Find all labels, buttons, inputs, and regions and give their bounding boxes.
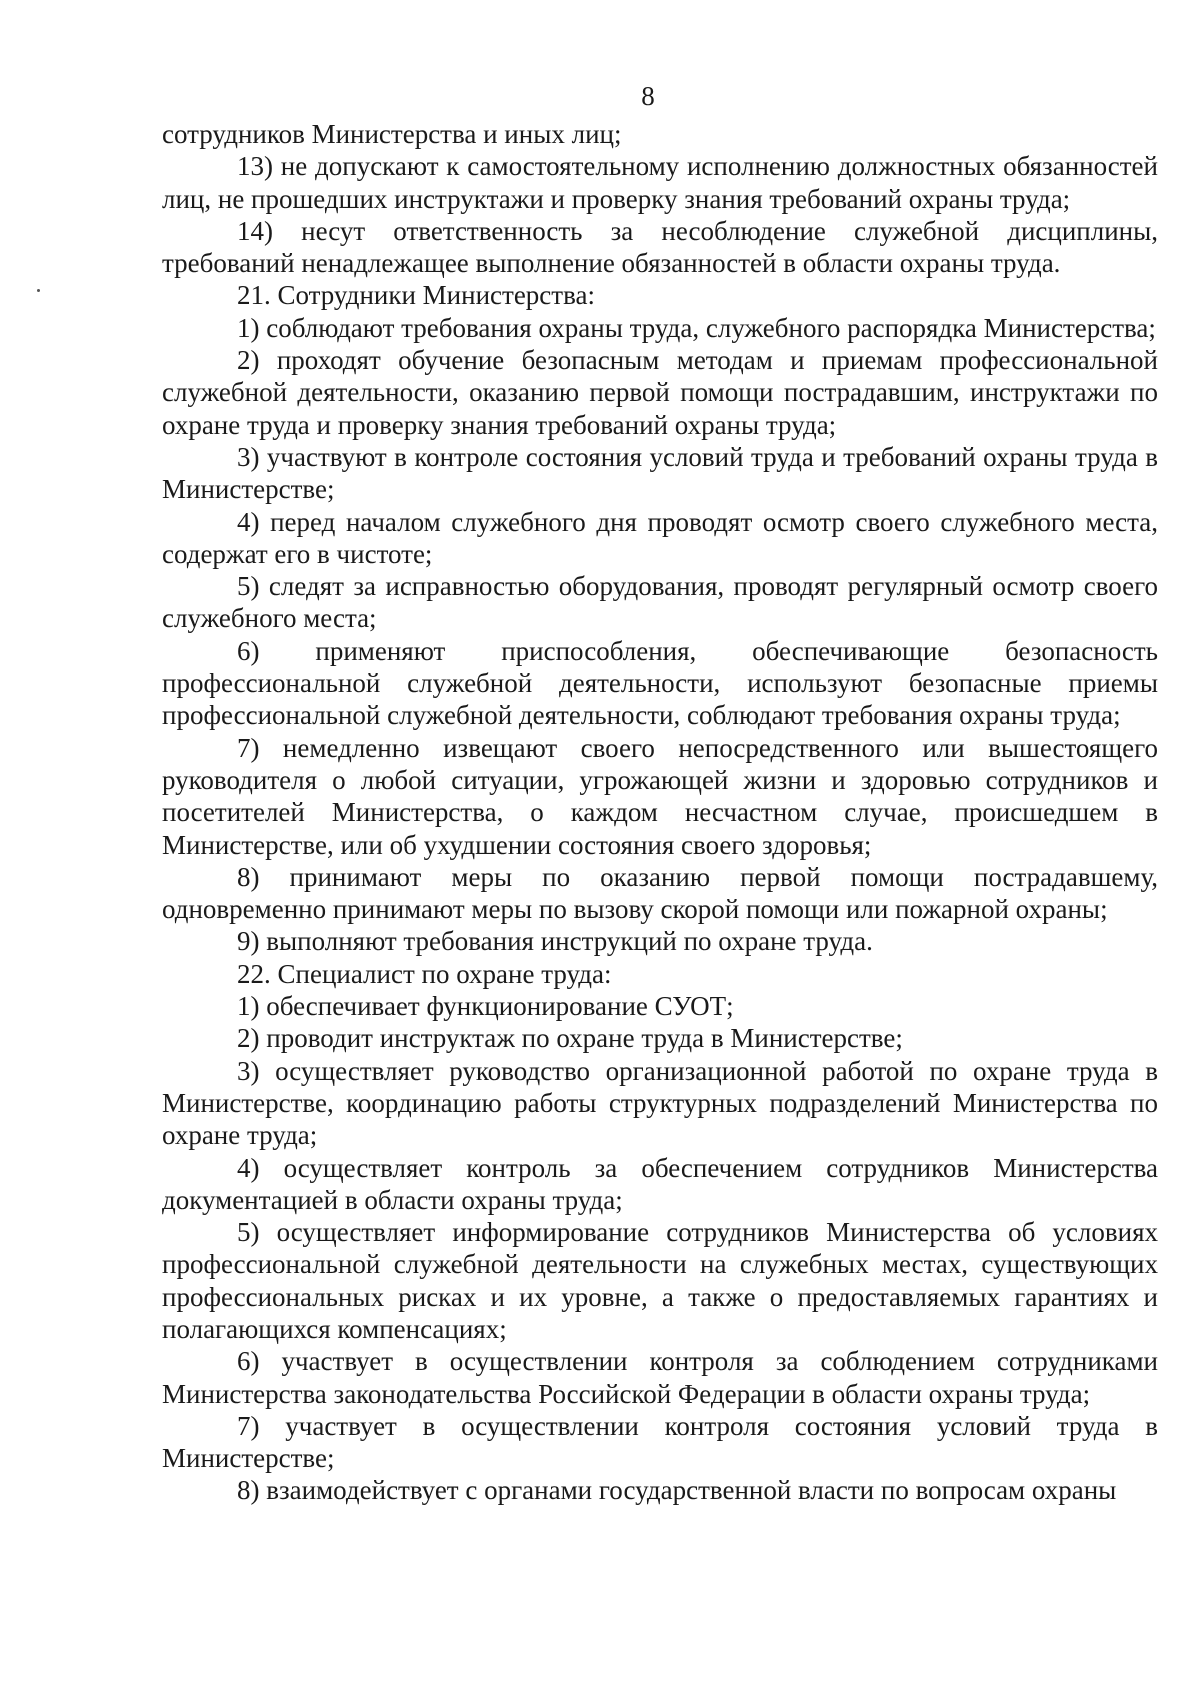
paragraph: сотрудников Министерства и иных лиц; [162, 119, 622, 149]
paragraph: 3) участвуют в контроле состояния условий труда и требований охраны труда в Министерстве; [162, 441, 1158, 505]
paragraph: 2) проходят обучение безопасным методам и приемам профессиональной служебной деятельности, оказанию первой помощи пострадавшим, инструктажи по охране труда и проверку знания требований охраны труда; [162, 345, 1158, 440]
document-body [162, 118, 1158, 1507]
paragraph: 7) участвует в осуществлении контроля состояния условий труда в Министерстве; [162, 1410, 1158, 1474]
paragraph: 9) выполняют требования инструкций по охране труда. [237, 926, 873, 957]
paragraph: 22. Специалист по охране труда: [237, 958, 612, 989]
scan-speck [37, 289, 40, 292]
paragraph: 5) следят за исправностью оборудования, проводят регулярный осмотр своего служебного места; [162, 571, 1158, 634]
paragraph: 13) не допускают к самостоятельному исполнению должностных обязанностей лиц, не прошедших инструктажи и проверку знания требований охраны труда; [162, 151, 1158, 214]
paragraph: 1) соблюдают требования охраны труда, служебного распорядка Министерства; [237, 312, 1156, 343]
paragraph: 8) взаимодействует с органами государственной власти по вопросам охраны [237, 1475, 1117, 1506]
paragraph: 4) осуществляет контроль за обеспечением сотрудников Министерства документацией в области охраны труда; [162, 1152, 1158, 1215]
paragraph: 7) немедленно извещают своего непосредственного или вышестоящего руководителя о любой ситуации, угрожающей жизни и здоровью сотрудников и посетителей Министерства, о каждом несчастном случае, происшедшем в Министерстве, или об ухудшении состояния своего здоровья; [162, 732, 1158, 860]
paragraph: 21. Сотрудники Министерства: [237, 280, 595, 311]
paragraph: 4) перед началом служебного дня проводят осмотр своего служебного места, содержат его в чистоте; [162, 506, 1158, 569]
paragraph: 6) участвует в осуществлении контроля за соблюдением сотрудниками Министерства законодательства Российской Федерации в области охраны труда; [162, 1346, 1158, 1409]
paragraph: 6) применяют приспособления, обеспечивающие безопасность профессиональной служебной деятельности, используют безопасные приемы профессиональной служебной деятельности, соблюдают требования охраны труда; [162, 635, 1158, 731]
paragraph: 3) осуществляет руководство организационной работой по охране труда в Министерстве, координацию работы структурных подразделений Министерства по охране труда; [162, 1055, 1158, 1151]
paragraph: 2) проводит инструктаж по охране труда в Министерстве; [237, 1023, 903, 1054]
paragraph: 1) обеспечивает функционирование СУОТ; [237, 991, 734, 1022]
paragraph: 5) осуществляет информирование сотрудников Министерства об условиях профессиональной служебной деятельности на служебных местах, существующих профессиональных рисках и их уровне, а также о предоставляемых гарантиях и полагающихся компенсациях; [162, 1217, 1158, 1344]
page-number: 8 [641, 81, 655, 111]
paragraph: 8) принимают меры по оказанию первой помощи пострадавшему, одновременно принимают меры по вызову скорой помощи или пожарной охраны; [162, 861, 1158, 925]
paragraph: 14) несут ответственность за несоблюдение служебной дисциплины, требований ненадлежащее выполнение обязанностей в области охраны труда. [162, 215, 1158, 279]
